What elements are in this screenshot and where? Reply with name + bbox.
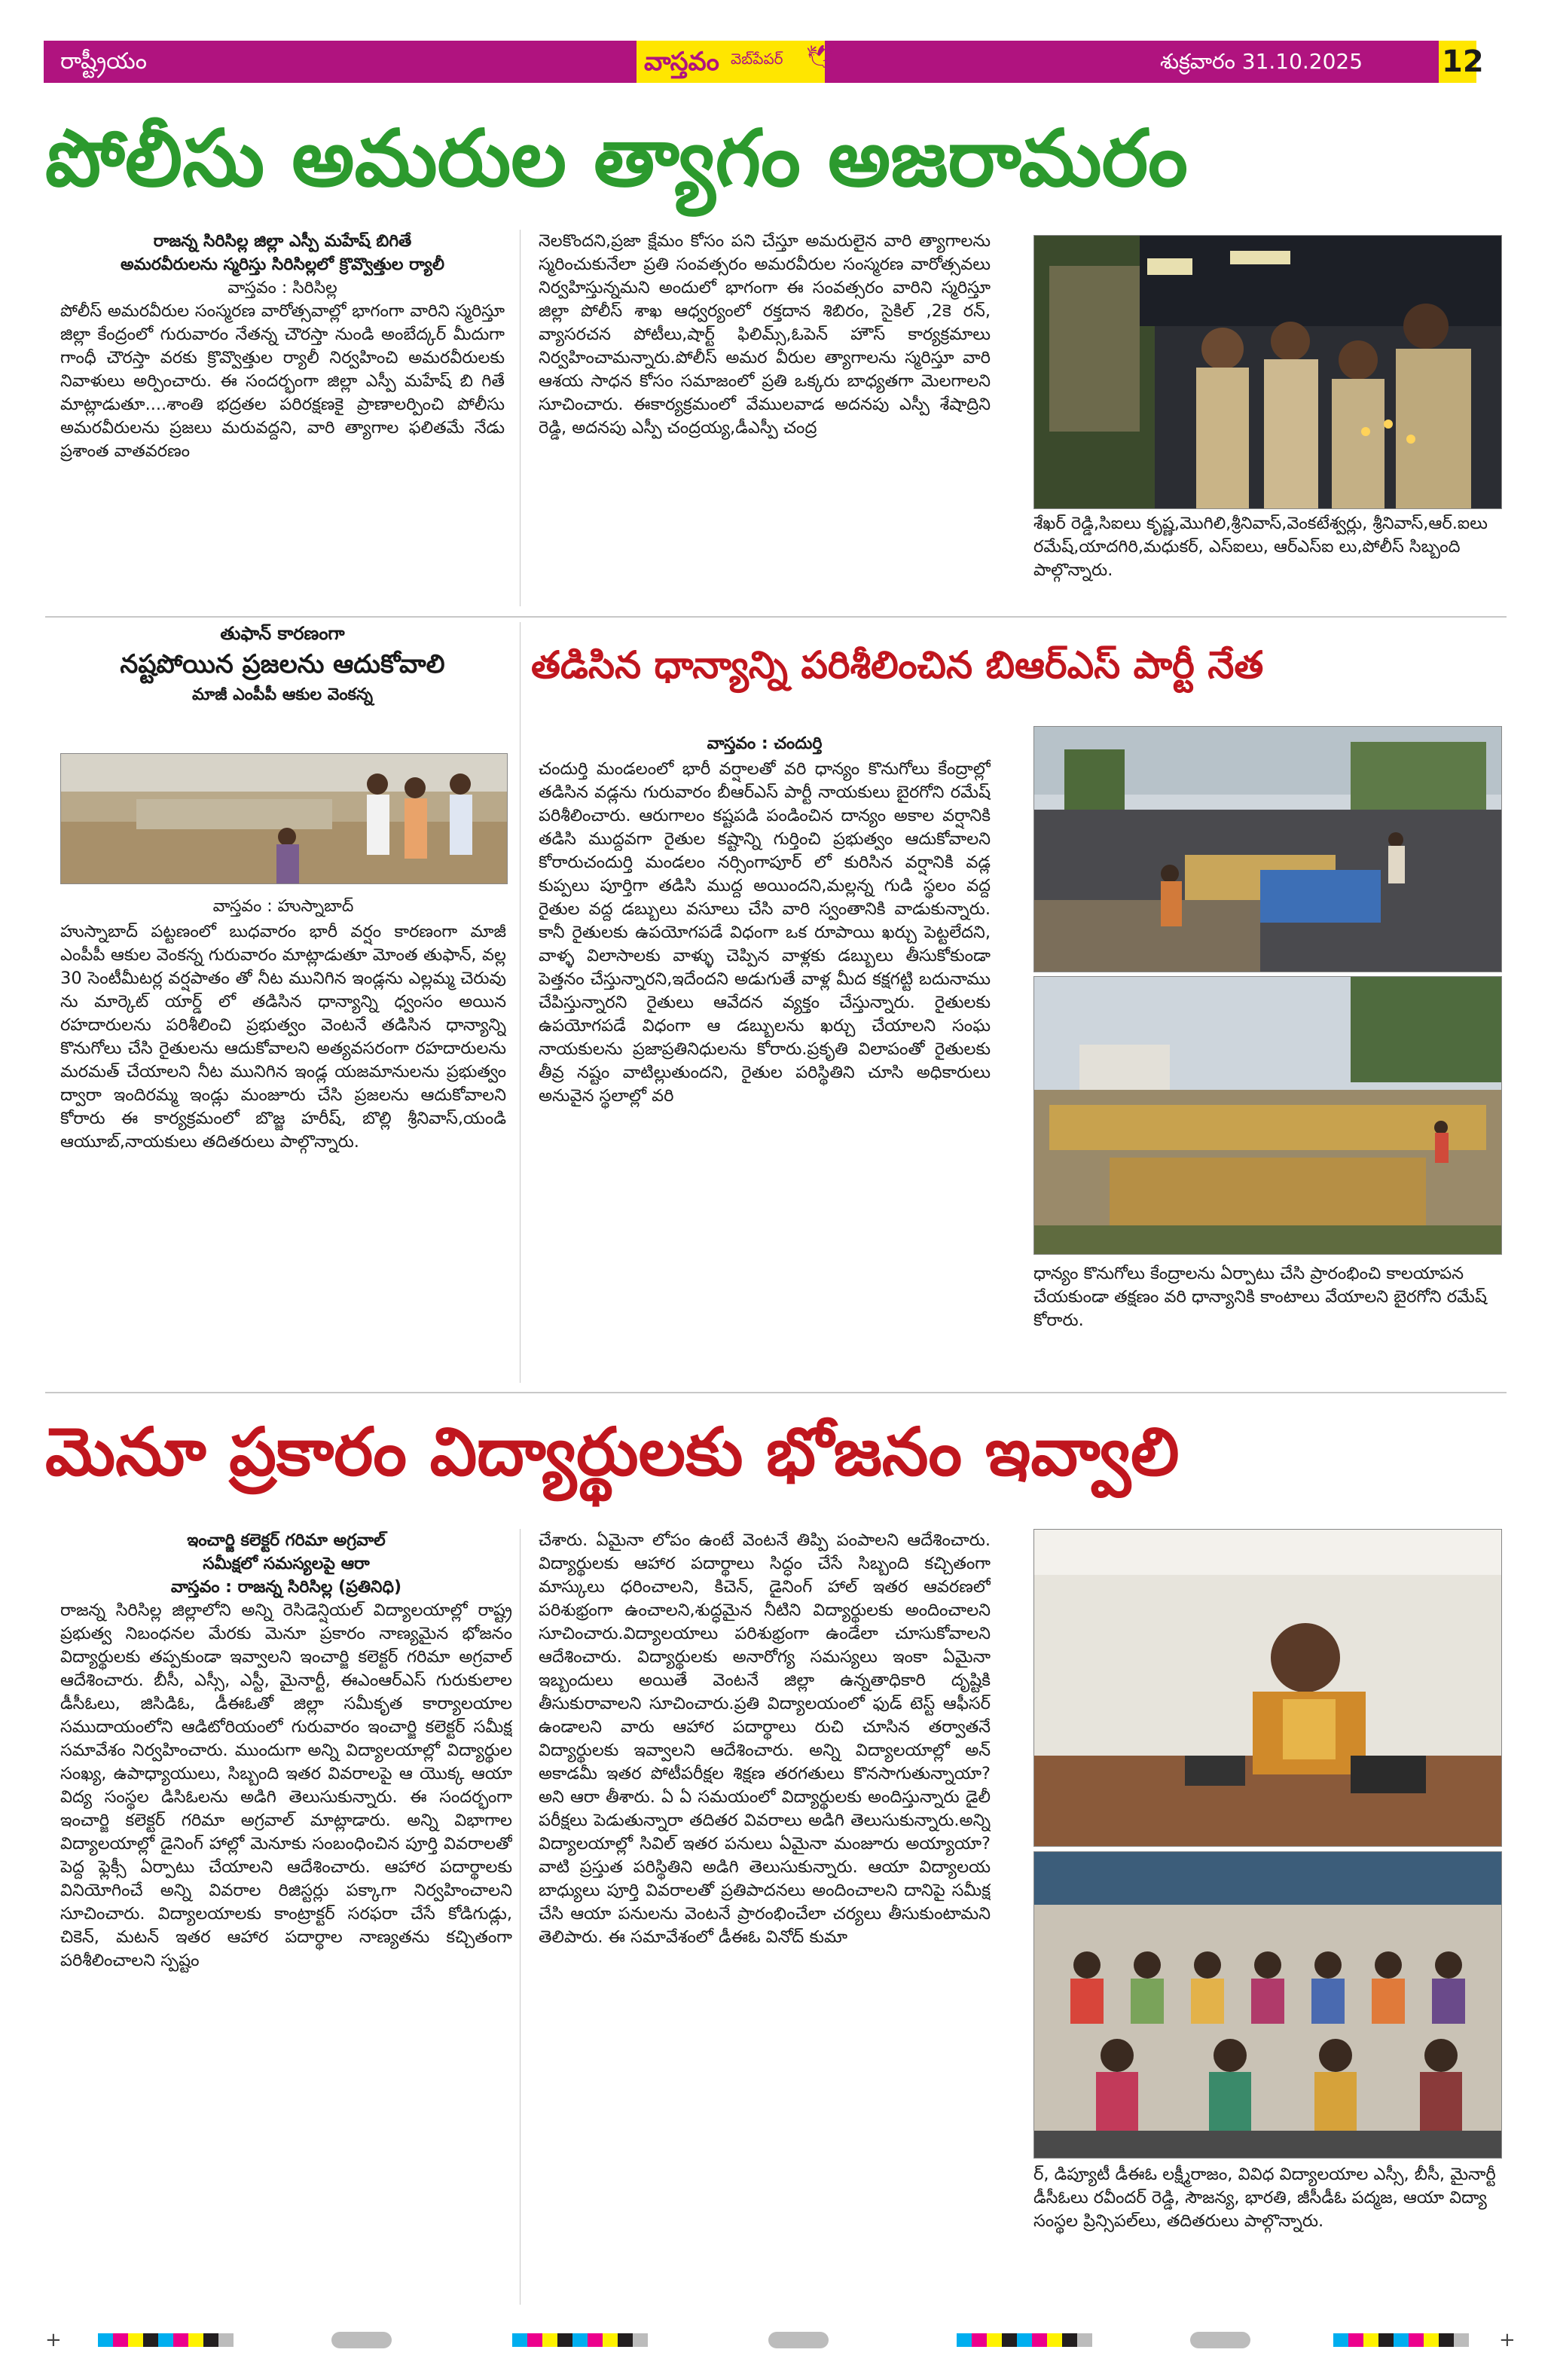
- colour-swatch: [1378, 2333, 1394, 2347]
- colour-swatch: [1439, 2333, 1454, 2347]
- wet-paddy-photo-1: [1033, 726, 1502, 972]
- colour-swatch: [1409, 2333, 1424, 2347]
- story1-dateline: వాస్తవం : సిరిసిల్ల: [227, 279, 337, 298]
- colour-swatch: [572, 2333, 588, 2347]
- story4-col1: [60, 1529, 512, 2325]
- review-meeting-photo: [1033, 1851, 1502, 2159]
- colour-swatch: [542, 2333, 557, 2347]
- colour-swatch: [203, 2333, 218, 2347]
- issue-date: శుక్రవారం 31.10.2025: [1160, 49, 1363, 74]
- flood-visit-photo-art: [61, 754, 507, 883]
- colour-swatch: [218, 2333, 234, 2347]
- colour-bar-2: [512, 2333, 648, 2350]
- colour-swatch: [618, 2333, 633, 2347]
- story1-subhead1: రాజన్న సిరిసిల్ల జిల్లా ఎస్పీ మహేష్ బిగితే: [153, 232, 412, 251]
- colour-swatch: [588, 2333, 603, 2347]
- story4-headline: మెనూ ప్రకారం విద్యార్థులకు భోజనం ఇవ్వాలి: [45, 1412, 1180, 1491]
- colour-swatch: [557, 2333, 572, 2347]
- colour-swatch: [1363, 2333, 1378, 2347]
- police-rally-photo: [1033, 235, 1502, 509]
- story1-subhead2: అమరవీరులను స్మరిస్తు సిరిసిల్లలో క్రొవ్వొత్తుల ర్యాలీ: [120, 255, 444, 274]
- story4-dateline: వాస్తవం : రాజన్న సిరిసిల్ల (ప్రతినిధి): [170, 1578, 402, 1597]
- story3-dateline: వాస్తవం : చందుర్తి: [707, 734, 823, 753]
- colour-swatch: [113, 2333, 128, 2347]
- colour-swatch: [1348, 2333, 1363, 2347]
- brand-bird-icon: 🕊: [806, 44, 835, 70]
- story1-photo-caption: శేఖర్ రెడ్డి,సిఐలు కృష్ణ,మొగిలి,శ్రీనివాస్,వెంకటేశ్వర్లు, శ్రీనివాస్,ఆర్.ఐలు రమేష్,యాదగిరి,మధుకర్, ఎస్ఐలు, ఆర్ఎస్ఐ లు,పోలీస్ సిబ్బంది పాల్గొన్నారు.: [1033, 514, 1488, 580]
- police-rally-photo-art: [1034, 236, 1501, 508]
- page-number: 12: [1442, 44, 1484, 79]
- collector-photo: [1033, 1529, 1502, 1847]
- colour-swatch: [98, 2333, 113, 2347]
- story2-byline: మాజీ ఎంపీపీ ఆకుల వెంకన్న: [192, 685, 373, 704]
- story4-photo-caption: ర్, డిప్యూటీ డీఈఓ లక్ష్మీరాజం, వివిధ విద్యాలయాల ఎస్సీ, బీసీ, మైనార్టీ డీసీఓలు రవీందర్ రెడ్డి, సౌజన్య, భారతి, జీసీడీఓ పద్మజ, ఆయా విద్యా సంస్థల ప్రిన్సిపల్‌లు, తదితరులు పాల్గొన్నారు.: [1033, 2165, 1496, 2231]
- story1-body-col2: నెలకొందని,ప్రజా క్షేమం కోసం పని చేస్తూ అమరులైన వారి త్యాగాలను స్మరించుకునేలా ప్రతి సంవత్సరం అమరవీరుల సంస్మరణ వారోత్సవలు నిర్వహిస్తున్నమని అందులో భాగంగా ఈ సంవత్సరం వారిని స్మరిస్తూ జిల్లా పోలీస్ శాఖ ఆధ్వర్యంలో రక్తదాన శిబిరం, సైకిల్ ,2కె రన్, వ్యాసరచన పోటీలు,షార్ట్ ఫిలిమ్స్,ఓపెన్ హౌస్ కార్యక్రమాలు నిర్వహించామన్నారు.పోలీస్ అమర వీరుల త్యాగాలను స్మరిస్తూ వారి ఆశయ సాధన కోసం సమాజంలో ప్రతి ఒక్కరు బాధ్యతగా మెలగాలని సూచించారు. ఈకార్యక్రమంలో వేములవాడ అదనపు ఎస్పీ శేషాద్రిని రెడ్డి, అదనపు ఎస్పీ చంద్రయ్య,డీఎస్పీ చంద్ర: [539, 231, 991, 438]
- colour-swatch: [527, 2333, 542, 2347]
- story4-subhead1: ఇంచార్జి కలెక్టర్ గరిమా అగ్రవాల్: [187, 1531, 386, 1550]
- colour-swatch: [1062, 2333, 1077, 2347]
- story2-body: హుస్నాబాద్ పట్టణంలో బుధవారం భారీ వర్షం కారణంగా మాజీ ఎంపీపీ ఆకుల వెంకన్న గురువారం మాట్లాడుతూ మోంత తుఫాన్, వల్ల 30 సెంటీమీటర్ల వర్షపాతం తో నీట మునిగిన ఇండ్లను ఎల్లమ్మ చెరువు ను మార్కెట్ యార్డ్ లో తడిసిన ధాన్యాన్ని ధ్వంసం అయిన రహదారులను పరిశీలించి ప్రభుత్వం వెంటనే తడిసిన ధాన్యాన్ని కొనుగోలు చేసి రైతులను ఆదుకోవాలని అత్యవసరంగా రహదారులను మరమత్ చేయాలని నీట మునిగిన ఇండ్ల యజమానులను ప్రభుత్వం ద్వారా ఇందిరమ్మ ఇండ్లు మంజూరు చేసి ప్రజలను ఆదుకోవాలని కోరారు ఈ కార్యక్రమంలో బొజ్జ హరీష్, బొల్లి శ్రీనివాస్,యండి ఆయూబ్,నాయకులు తదితరులు పాల్గొన్నారు.: [60, 922, 506, 1152]
- colour-bar-1: [98, 2333, 234, 2350]
- collector-photo-art: [1034, 1530, 1501, 1846]
- section-divider: [45, 616, 1507, 618]
- column-divider: [520, 622, 521, 1383]
- colour-swatch: [987, 2333, 1002, 2347]
- colour-swatch: [143, 2333, 158, 2347]
- wet-paddy-photo-2-art: [1034, 977, 1501, 1254]
- story1-col1: [60, 230, 505, 551]
- colour-swatch: [972, 2333, 987, 2347]
- story2-headline: నష్టపోయిన ప్రజలను ఆదుకోవాలి: [120, 649, 445, 679]
- colour-swatch: [957, 2333, 972, 2347]
- colour-swatch: [1333, 2333, 1348, 2347]
- wet-paddy-photo-1-art: [1034, 727, 1501, 972]
- column-divider: [520, 1529, 521, 2305]
- story3-body: చందుర్తి మండలంలో భారీ వర్షాలతో వరి ధాన్యం కొనుగోలు కేంద్రాల్లో తడిసిన వడ్లను గురువారం బీఆర్ఎస్ పార్టీ నాయకులు బైరగోని రమేష్ పరిశీలించారు. ఆరుగాలం కష్టపడి పండించిన దాన్యం అకాల వర్షానికి తడిసి ముద్దవగా రైతుల కష్టాన్ని గుర్తించి ప్రభుత్వం ఆదుకోవాలని కోరారుచందుర్తి మండలం నర్సింగాపూర్ లో కురిసిన వర్షానికి వడ్ల కుప్పలు పూర్తిగా తడిసి ముద్ద అయిందని,మల్లన్న గుడి స్థలం వద్ద రైతుల వద్ద డబ్బులు వసూలు చేసి వారి స్వంతానికి వాడుకున్నారు. కానీ రైతులకు ఉపయోగపడే విధంగా ఒక రూపాయి ఖర్చు పెట్టలేదని, వాళ్ళ విలాసాలకు వాళ్ళు చెప్పిన వాళ్లకు డబ్బులు తీసుకోకుండా పెత్తనం చేస్తున్నారని,ఇదేందని అడుగుతే వాళ్ల మీద కక్షగట్టి బదునాము చేపిస్తున్నారని రైతులు ఆవేదన వ్యక్తం చేస్తున్నారు. రైతులకు ఉపయోగపడే విధంగా ఆ డబ్బులను ఖర్చు చేయాలని సంఘ నాయకులను ప్రజాప్రతినిధులను కోరారు.ప్రకృతి విలాపంతో రైతులకు తీవ్ర నష్టం వాటిల్లుతుందని, రైతుల పరిస్థితిని చూసి అధికారులు అనువైన స్థలాల్లో వరి: [539, 759, 991, 1106]
- section-divider: [45, 1392, 1507, 1393]
- story4-body-col2: చేశారు. ఏమైనా లోపం ఉంటే వెంటనే తిప్పి పంపాలని ఆదేశించారు. విద్యార్థులకు ఆహార పదార్థాలు సిద్ధం చేసే సిబ్బంది కచ్చితంగా మాస్కులు ధరించాలని, కిచెన్, డైనింగ్ హాల్ ఇతర ఆవరణలో పరిశుభ్రంగా ఉంచాలని,శుద్ధమైన నీటిని విద్యార్థులకు అందించాలని సూచించారు.విద్యాలయాలు పరిశుభ్రంగా ఉండేలా చూసుకోవాలని ఆదేశించారు. విద్యార్థులకు అనారోగ్య సమస్యలు ఇంకా ఏమైనా ఇబ్బందులు అయితే వెంటనే జిల్లా ఉన్నతాధికారి దృష్టికి తీసుకురావాలని సూచించారు.ప్రతి విద్యాలయంలో ఫుడ్ టెస్ట్ ఆఫీసర్ ఉండాలని వారు ఆహార పదార్థాలు రుచి చూసిన తర్వాతనే విద్యార్థులకు ఇవ్వాలని ఆదేశించారు. అన్ని విద్యాలయాల్లో అన్ అకాడమీ ఇతర పోటీపరీక్షల శిక్షణ తరగతులు కొనసాగుతున్నాయా? అని ఆరా తీశారు. ఏ ఏ సమయంలో విద్యార్థులకు అందిస్తున్నారు డైలీ పరీక్షలు పెడుతున్నారా తదితర వివరాలు అడిగి తెలుసుకున్నారు.అన్ని విద్యాలయాల్లో సివిల్ ఇతర పనులు ఏమైనా మంజూరు అయ్యాయా? వాటి ప్రస్తుత పరిస్థితిని అడిగి తెలుసుకున్నారు. ఆయా విద్యాలయ బాధ్యులు పూర్తి వివరాలతో ప్రతిపాదనలు అందించాలని దానిపై సమీక్ష చేసి ఆయా పనులను వెంటనే ప్రారంభించేలా చర్యలు తీసుకుంటామని తెలిపారు. ఈ సమావేశంలో డీఈఓ వినోద్ కుమా: [539, 1530, 991, 1947]
- brand-web-label: వెబ్‌పేపర్: [731, 50, 783, 68]
- story2-dateline: వాస్తవం : హుస్నాబాద్: [212, 897, 354, 916]
- story2-heading-block: [53, 622, 512, 706]
- flood-visit-photo: [60, 753, 508, 884]
- colour-swatch: [188, 2333, 203, 2347]
- registration-mark: +: [45, 2329, 62, 2351]
- story3-headline: తడిసిన ధాన్యాన్ని పరిశీలించిన బిఆర్ఎస్ పార్టీ నేత: [531, 642, 1264, 687]
- review-meeting-photo-art: [1034, 1852, 1501, 2158]
- colour-swatch: [1032, 2333, 1047, 2347]
- colour-swatch: [1017, 2333, 1032, 2347]
- colour-swatch: [1394, 2333, 1409, 2347]
- story4-subhead2: సమీక్షలో సమస్యలపై ఆరా: [203, 1555, 370, 1573]
- colour-swatch: [1002, 2333, 1017, 2347]
- colour-bar-4: [1333, 2333, 1469, 2350]
- column-divider: [520, 230, 521, 606]
- colour-swatch: [512, 2333, 527, 2347]
- colour-swatch: [1454, 2333, 1469, 2347]
- story2-kicker: తుఫాన్ కారణంగా: [220, 623, 345, 644]
- story4-body-col1: రాజన్న సిరిసిల్ల జిల్లాలోని అన్ని రెసిడెన్షియల్ విద్యాలయాల్లో రాష్ట్ర ప్రభుత్వ నిబంధనల మేరకు మెనూ ప్రకారం నాణ్యమైన భోజనం విద్యార్థులకు తప్పకుండా ఇవ్వాలని ఇంచార్జి కలెక్టర్ గరిమా అగ్రవాల్ ఆదేశించారు. బీసీ, ఎస్సీ, ఎస్టీ, మైనార్టీ, ఈఎంఆర్ఎస్ గురుకులాల డీసీఓలు, జిసిడిఓ, డీఈఓతో జిల్లా సమీకృత కార్యాలయాల సముదాయంలోని ఆడిటోరియంలో గురువారం ఇంచార్జి కలెక్టర్ సమీక్ష సమావేశం నిర్వహించారు. ముందుగా అన్ని విద్యాలయాల్లో విద్యార్థుల సంఖ్య, ఉపాధ్యాయులు, సిబ్బంది ఇతర వివరాలపై ఆ యొక్క ఆయా విద్య సంస్థల డిసిఓలను అడిగి తెలుసుకున్నారు. ఈ సందర్భంగా ఇంచార్జి కలెక్టర్ గరిమా అగ్రవాల్ మాట్లాడారు. అన్ని విభాగాల విద్యాలయాల్లో డైనింగ్ హాల్లో మెనూకు సంబంధించిన పూర్తి వివరాలతో పెద్ద ఫ్లెక్సీ ఏర్పాటు చేయాలని ఆదేశించారు. ఆహార పదార్థాలకు వినియోగించే అన్ని వివరాల రిజిస్టర్లు పక్కాగా నిర్వహించాలని సూచించారు. విద్యాలయాలకు కాంట్రాక్టర్ సరఫరా చేసే కోడిగుడ్లు, చికెన్, మటన్ ఇతర ఆహార పదార్థాల నాణ్యతను కచ్చితంగా పరిశీలించాలని స్పష్టం: [60, 1600, 512, 1970]
- colour-swatch: [603, 2333, 618, 2347]
- section-label: రాష్ట్రీయం: [60, 48, 147, 75]
- colour-swatch: [158, 2333, 173, 2347]
- story1-body-col1: పోలీస్ అమరవీరుల సంస్మరణ వారోత్సవాల్లో భాగంగా వారిని స్మరిస్తూ జిల్లా కేంద్రంలో గురువారం నేతన్న చౌరస్తా నుండి అంబేద్కర్ మీదుగా గాంధీ చౌరస్తా వరకు క్రొవ్వొత్తుల ర్యాలీ నిర్వహించి అమరవీరులకు నివాళులు అర్పించారు. ఈ సందర్భంగా జిల్లా ఎస్పీ మహేష్ బి గితే మాట్లాడుతూ....శాంతి భద్రతల పరిరక్షణకై ప్రాణాలర్పించి పోలీసు అమరవీరులను ప్రజలు మరువద్దని, వారి త్యాగాల ఫలితమే నేడు ప్రశాంత వాతవరణం: [60, 301, 505, 461]
- colour-swatch: [128, 2333, 143, 2347]
- grey-pill: [768, 2332, 829, 2348]
- colour-swatch: [1424, 2333, 1439, 2347]
- story1-headline: పోలీసు అమరుల త్యాగం అజరామరం: [45, 111, 1188, 204]
- colour-swatch: [173, 2333, 188, 2347]
- grey-pill: [1190, 2332, 1250, 2348]
- story3-photo-caption: ధాన్యం కొనుగోలు కేంద్రాలను ఏర్పాటు చేసి ప్రారంభించి కాలయాపన చేయకుండా తక్షణం వరి ధాన్యానికి కాంటాలు వేయాలని బైరగోని రమేష్ కోరారు.: [1033, 1264, 1487, 1330]
- wet-paddy-photo-2: [1033, 976, 1502, 1255]
- colour-swatch: [633, 2333, 648, 2347]
- colour-swatch: [1047, 2333, 1062, 2347]
- colour-bar-3: [957, 2333, 1092, 2350]
- registration-mark: +: [1499, 2329, 1516, 2351]
- colour-swatch: [1077, 2333, 1092, 2347]
- grey-pill: [331, 2332, 392, 2348]
- brand-logo: వాస్తవం: [644, 47, 719, 77]
